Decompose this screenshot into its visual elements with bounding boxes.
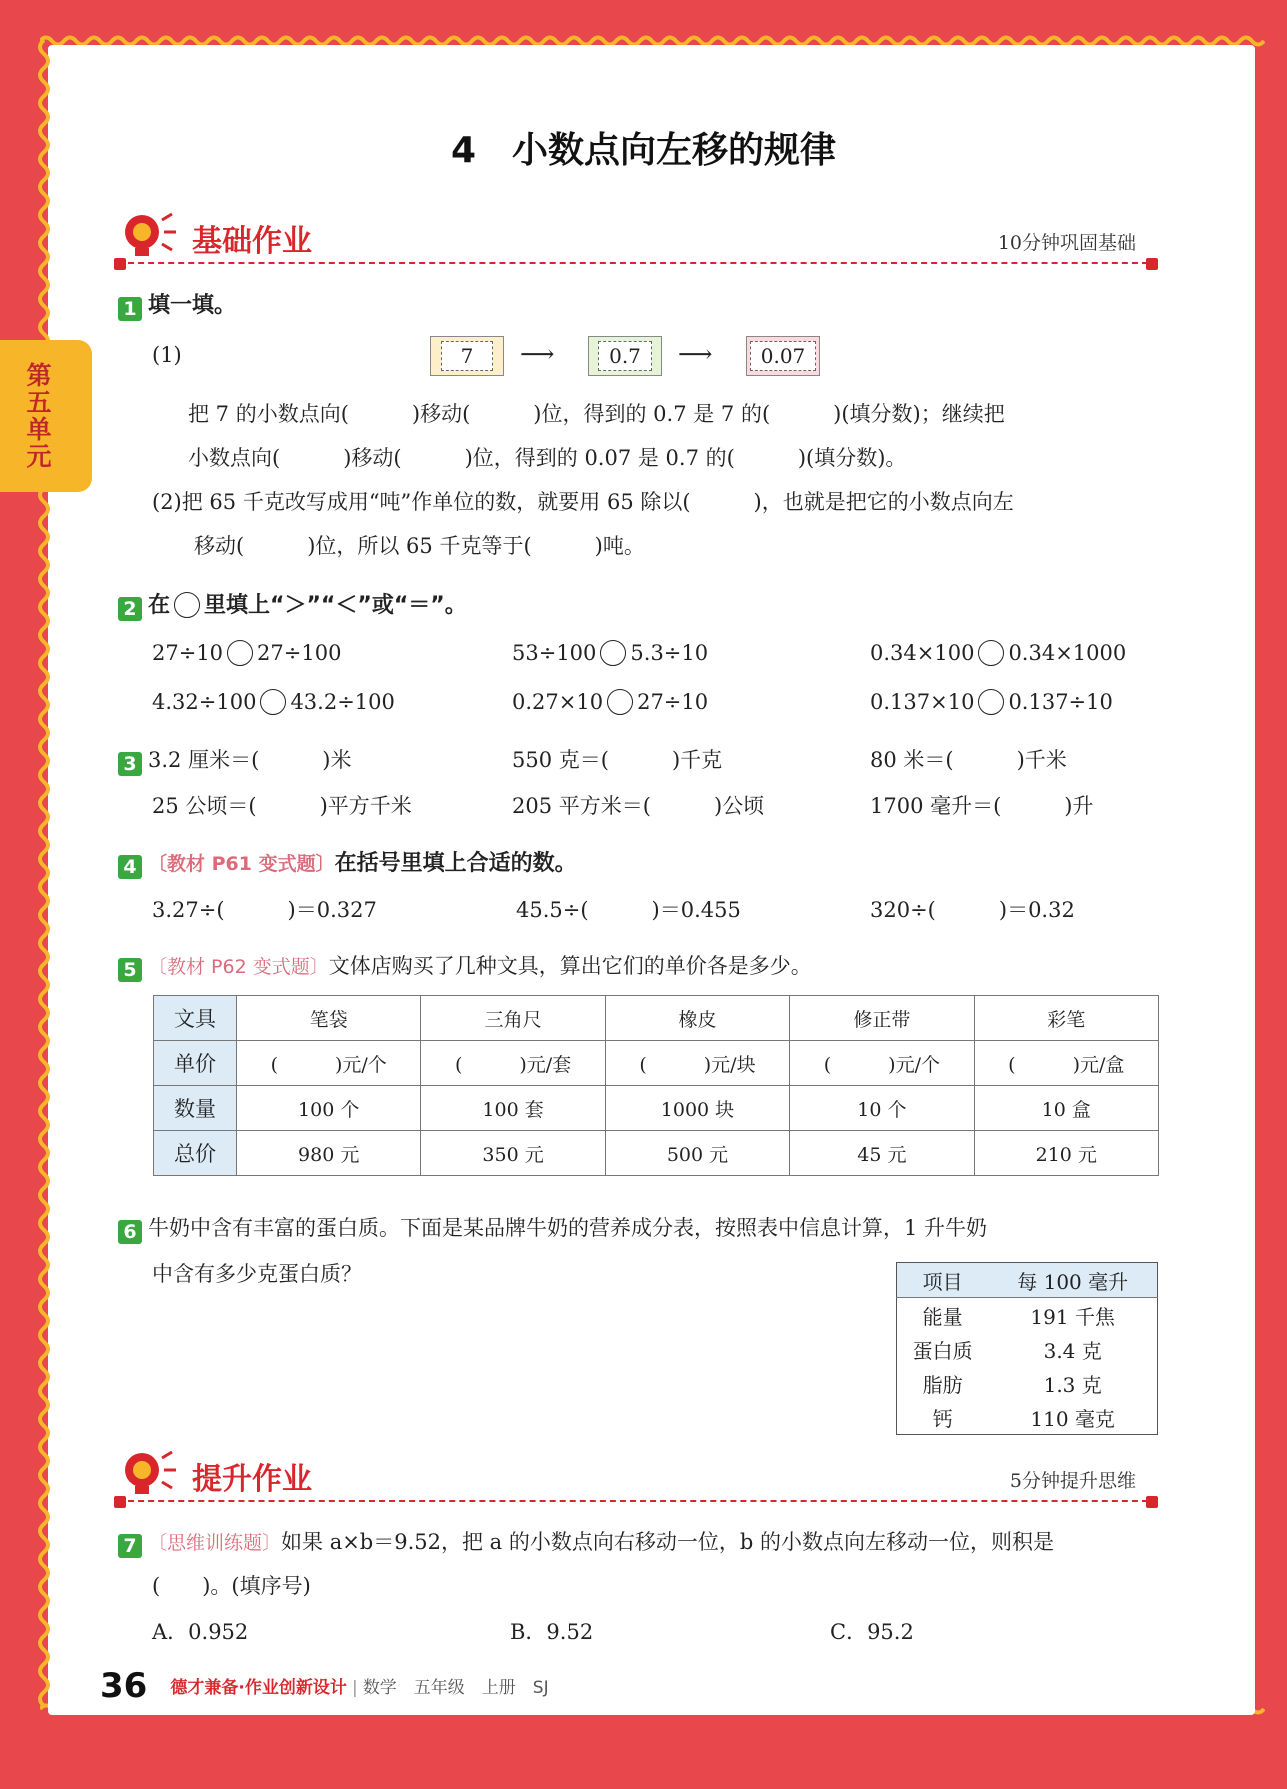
table-cell: 项目 [897,1263,989,1298]
q2-heading: 2 在 里填上“＞”“＜”或“＝”。 [118,588,467,621]
q1-line1: 把 7 的小数点向( )移动( )位，得到的 0.7 是 7 的( )(填分数)；继续把 [188,402,1005,426]
q4-item: 3.27÷( )＝0.327 [152,898,377,922]
table-cell: 10 个 [790,1086,974,1131]
table-cell: 980 元 [237,1131,421,1176]
q3-item: 25 公顷＝( )平方千米 [152,794,412,818]
nutrition-table [896,1262,1158,1435]
section-time: 10分钟巩固基础 [997,232,1136,254]
q1-line2: 小数点向( )移动( )位，得到的 0.07 是 0.7 的( )(填分数)。 [188,446,907,470]
table-cell: 10 盒 [974,1086,1158,1131]
table-cell: 数量 [154,1086,237,1131]
q7-option-a: A．0.952 [152,1620,249,1644]
q7-line1: 7 〔思维训练题〕如果 a×b＝9.52，把 a 的小数点向右移动一位，b 的小数点向左移动一位，则积是 [118,1526,1054,1558]
q3-item: 3 3.2 厘米＝( )米 [118,744,351,776]
q7-line2: ( )。(填序号) [152,1574,311,1598]
table-cell: 单价 [154,1041,237,1086]
table-cell: 1.3 克 [1043,1372,1102,1397]
q2-item: 4.32÷100 43.2÷100 [152,690,395,714]
tag-card-1: 7 [430,336,504,376]
tag-card-3: 0.07 [746,336,820,376]
arrow-icon: ⟶ [678,340,713,368]
table-cell: 210 元 [974,1131,1158,1176]
bulb-icon [118,210,180,260]
q4-item: 45.5÷( )＝0.455 [516,898,741,922]
q1-line4: 移动( )位，所以 65 千克等于( )吨。 [194,534,645,558]
circle-icon [174,592,200,618]
q2-item: 0.34×100 0.34×1000 [870,641,1127,665]
page-title: 4 小数点向左移的规律 [450,130,837,171]
page-number: 36 [100,1666,148,1706]
section-label: 基础作业 [192,224,312,259]
footer-brand: 德才兼备·作业创新设计 [170,1678,347,1698]
q2-item: 27÷10 27÷100 [152,641,342,665]
section-time: 5分钟提升思维 [1009,1470,1136,1492]
q1-part1-label: (1) [152,343,182,367]
table-cell: 三角尺 [421,996,605,1041]
table-cell: 110 毫克 [1030,1406,1115,1431]
q7-option-c: C．95.2 [830,1620,914,1644]
table-cell: 修正带 [790,996,974,1041]
footer-info: 数学 五年级 上册 SJ [362,1678,549,1698]
page-footer: 36 德才兼备·作业创新设计 | 数学 五年级 上册 SJ [100,1666,549,1706]
q3-item: 1700 毫升＝( )升 [870,794,1094,818]
table-cell: 1000 块 [605,1086,789,1131]
q4-heading: 4 〔教材 P61 变式题〕在括号里填上合适的数。 [118,846,577,879]
table-cell: ( )元/套 [421,1041,605,1086]
section-header-advanced [118,1452,1158,1502]
table-cell: 3.4 克 [1043,1338,1102,1363]
table-cell: 笔袋 [237,996,421,1041]
q5-heading: 5 〔教材 P62 变式题〕文体店购买了几种文具，算出它们的单价各是多少。 [118,950,812,982]
q3-item: 205 平方米＝( )公顷 [512,794,765,818]
table-cell: ( )元/块 [605,1041,789,1086]
table-cell: 45 元 [790,1131,974,1176]
table-cell: 350 元 [421,1131,605,1176]
table-cell: 能量 [922,1304,963,1329]
section-header-basic [118,214,1158,264]
q2-item: 0.137×10 0.137÷10 [870,690,1113,714]
q6-line2: 中含有多少克蛋白质？ [152,1262,362,1286]
table-cell: 钙 [932,1406,953,1431]
q3-item: 80 米＝( )千米 [870,748,1067,772]
table-cell: ( )元/个 [237,1041,421,1086]
section-label: 提升作业 [192,1462,312,1497]
table-cell: 总价 [154,1131,237,1176]
q1-line3: (2)把 65 千克改写成用“吨”作单位的数，就要用 65 除以( )，也就是把它的小数点向左 [152,490,1014,514]
table-cell: 蛋白质 [912,1338,973,1363]
table-cell: 每 100 毫升 [988,1263,1157,1298]
q6-line1: 6 牛奶中含有丰富的蛋白质。下面是某品牌牛奶的营养成分表，按照表中信息计算，1 升牛奶 [118,1212,987,1244]
table-cell: 191 千焦 [1030,1304,1115,1329]
bulb-icon [118,1448,180,1498]
stationery-table [153,995,1159,1176]
q4-item: 320÷( )＝0.32 [870,898,1075,922]
q3-item: 550 克＝( )千克 [512,748,723,772]
q2-item: 0.27×10 27÷10 [512,690,709,714]
table-cell: ( )元/个 [790,1041,974,1086]
tag-card-2: 0.7 [588,336,662,376]
arrow-icon: ⟶ [520,340,555,368]
q7-option-b: B．9.52 [510,1620,594,1644]
table-cell: ( )元/盒 [974,1041,1158,1086]
wavy-border-left [36,40,52,1716]
table-cell: 文具 [154,996,237,1041]
table-cell: 脂肪 [922,1372,963,1397]
table-cell: 橡皮 [605,996,789,1041]
table-cell: 100 个 [237,1086,421,1131]
q2-item: 53÷100 5.3÷10 [512,641,709,665]
unit-tab: 第五单元 [0,340,92,492]
q1-heading: 1 填一填。 [118,288,236,321]
table-cell: 100 套 [421,1086,605,1131]
table-cell: 彩笔 [974,996,1158,1041]
table-cell: 500 元 [605,1131,789,1176]
